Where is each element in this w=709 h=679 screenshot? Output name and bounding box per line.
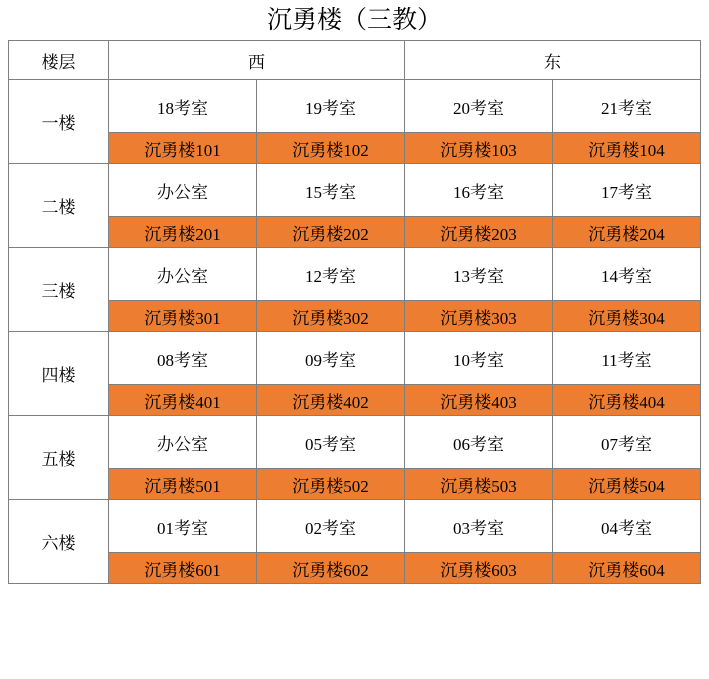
room-code-cell: 沉勇楼301 [109, 301, 257, 332]
table-row [9, 80, 701, 133]
floor-label-6: 六楼 [9, 500, 109, 584]
room-cell: 18考室 [109, 80, 257, 133]
floor-room-table [8, 40, 701, 584]
table-row [9, 164, 701, 217]
floor-label-5: 五楼 [9, 416, 109, 500]
room-cell: 10考室 [405, 332, 553, 385]
room-code-cell: 沉勇楼302 [257, 301, 405, 332]
room-code-cell: 沉勇楼403 [405, 385, 553, 416]
room-cell: 办公室 [109, 164, 257, 217]
room-code-cell: 沉勇楼101 [109, 133, 257, 164]
room-cell: 09考室 [257, 332, 405, 385]
room-code-cell: 沉勇楼503 [405, 469, 553, 500]
room-cell: 15考室 [257, 164, 405, 217]
room-cell: 17考室 [553, 164, 701, 217]
table-row [9, 248, 701, 301]
room-cell: 06考室 [405, 416, 553, 469]
room-cell: 12考室 [257, 248, 405, 301]
room-cell: 02考室 [257, 500, 405, 553]
room-code-cell: 沉勇楼103 [405, 133, 553, 164]
room-code-cell: 沉勇楼502 [257, 469, 405, 500]
room-cell: 01考室 [109, 500, 257, 553]
room-code-cell: 沉勇楼404 [553, 385, 701, 416]
room-code-cell: 沉勇楼603 [405, 553, 553, 584]
room-cell: 11考室 [553, 332, 701, 385]
table-row [9, 332, 701, 385]
room-code-cell: 沉勇楼203 [405, 217, 553, 248]
room-cell: 08考室 [109, 332, 257, 385]
room-cell: 办公室 [109, 248, 257, 301]
header-east: 东 [405, 41, 701, 80]
room-code-cell: 沉勇楼303 [405, 301, 553, 332]
room-code-cell: 沉勇楼402 [257, 385, 405, 416]
room-cell: 16考室 [405, 164, 553, 217]
table-row [9, 553, 701, 584]
table-row [9, 217, 701, 248]
table-row [9, 301, 701, 332]
room-code-cell: 沉勇楼601 [109, 553, 257, 584]
room-code-cell: 沉勇楼202 [257, 217, 405, 248]
room-cell: 07考室 [553, 416, 701, 469]
room-cell: 13考室 [405, 248, 553, 301]
page-title: 沉勇楼（三教） [266, 7, 442, 34]
room-code-cell: 沉勇楼401 [109, 385, 257, 416]
room-code-cell: 沉勇楼102 [257, 133, 405, 164]
room-cell: 办公室 [109, 416, 257, 469]
room-cell: 21考室 [553, 80, 701, 133]
floor-label-4: 四楼 [9, 332, 109, 416]
room-code-cell: 沉勇楼604 [553, 553, 701, 584]
room-code-cell: 沉勇楼104 [553, 133, 701, 164]
room-code-cell: 沉勇楼201 [109, 217, 257, 248]
room-code-cell: 沉勇楼504 [553, 469, 701, 500]
table-header-row [9, 41, 701, 80]
room-cell: 20考室 [405, 80, 553, 133]
table-row [9, 385, 701, 416]
table-row [9, 469, 701, 500]
header-floor: 楼层 [9, 41, 109, 80]
room-code-cell: 沉勇楼501 [109, 469, 257, 500]
room-cell: 05考室 [257, 416, 405, 469]
room-code-cell: 沉勇楼304 [553, 301, 701, 332]
floor-label-1: 一楼 [9, 80, 109, 164]
room-code-cell: 沉勇楼204 [553, 217, 701, 248]
table-row [9, 133, 701, 164]
floor-label-3: 三楼 [9, 248, 109, 332]
room-cell: 03考室 [405, 500, 553, 553]
floor-label-2: 二楼 [9, 164, 109, 248]
room-code-cell: 沉勇楼602 [257, 553, 405, 584]
room-cell: 19考室 [257, 80, 405, 133]
room-cell: 04考室 [553, 500, 701, 553]
header-west: 西 [109, 41, 405, 80]
table-row [9, 500, 701, 553]
table-row [9, 416, 701, 469]
room-cell: 14考室 [553, 248, 701, 301]
